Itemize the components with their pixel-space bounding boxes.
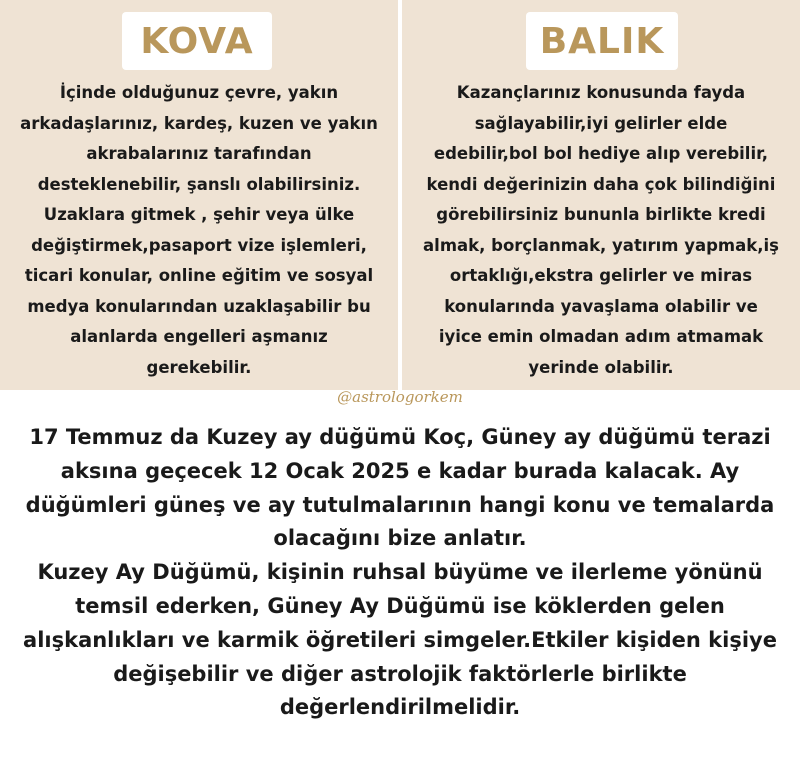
article-paragraph-1: 17 Temmuz da Kuzey ay düğümü Koç, Güney ay düğümü terazi aksına geçecek 12 Ocak 2025 e kadar burada kalacak. Ay düğümleri güneş ve ay tutulmalarının hangi konu ve temalarda olacağını bize anlatır. xyxy=(25,425,775,551)
balik-panel xyxy=(402,0,800,390)
main-article xyxy=(14,421,786,725)
balik-title: BALIK xyxy=(526,12,678,70)
author-watermark: @astrologorkem xyxy=(337,388,463,406)
kova-title: KOVA xyxy=(122,12,272,70)
article-paragraph-2: Kuzey Ay Düğümü, kişinin ruhsal büyüme ve ilerleme yönünü temsil ederken, Güney Ay Düğümü ise köklerden gelen alışkanlıkları ve karmik öğretileri simgeler.Etkiler kişiden kişiye değişebilir ve diğer astrolojik faktörlerle birlikte değerlendirilmelidir. xyxy=(23,560,777,720)
kova-description: İçinde olduğunuz çevre, yakın arkadaşlarınız, kardeş, kuzen ve yakın akrabalarınız tarafından desteklenebilir, şanslı olabilirsiniz. Uzaklara gitmek , şehir veya ülke değiştirmek,pasaport vize işlemleri, ticari konular, online eğitim ve sosyal medya konularından uzaklaşabilir bu alanlarda engelleri aşmanız gerekebilir. xyxy=(20,83,378,377)
kova-panel xyxy=(0,0,398,390)
balik-description: Kazançlarınız konusunda fayda sağlayabilir,iyi gelirler elde edebilir,bol bol hediye alıp verebilir, kendi değerinizin daha çok bilindiğini görebilirsiniz bununla birlikte kredi almak, borçlanmak, yatırım yapmak,iş ortaklığı,ekstra gelirler ve miras konularında yavaşlama olabilir ve iyice emin olmadan adım atmamak yerinde olabilir. xyxy=(423,83,779,377)
